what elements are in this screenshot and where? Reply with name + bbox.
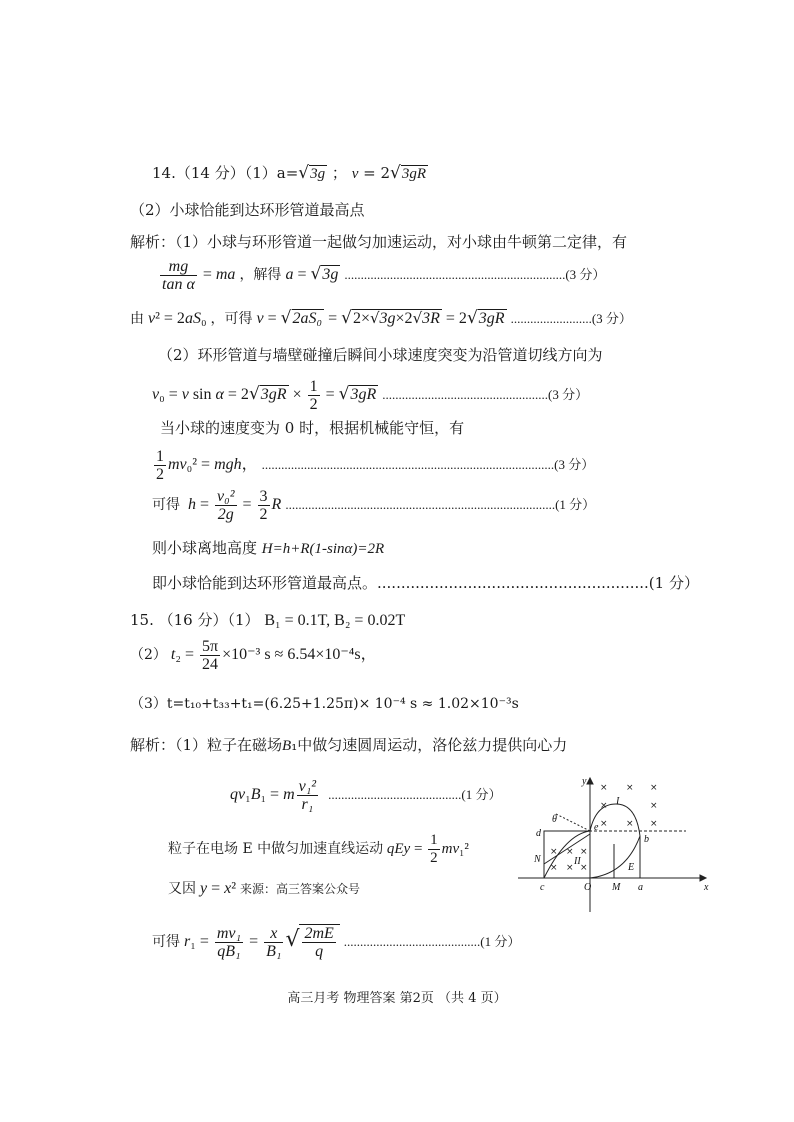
label-x: x (704, 882, 709, 893)
height-line (152, 538, 384, 559)
energy-text: 当小球的速度变为 0 时，根据机械能守恒，有 (160, 419, 465, 437)
x-axis-arrow (700, 875, 706, 881)
cross-mark: × (600, 783, 608, 793)
dots-score: .........................(3 分） (510, 311, 632, 326)
y-axis-arrow (587, 778, 593, 784)
theta-line (556, 814, 590, 831)
cross-mark: × (626, 819, 634, 829)
equation-efield: 粒子在电场 E 中做匀加速直线运动 qEy = $\frac{1}{2}$ mv₁² (168, 832, 469, 866)
label-b: b (644, 834, 649, 845)
label-M: M (612, 882, 621, 893)
label-y: y (582, 776, 587, 787)
cross-mark: × (580, 847, 588, 857)
q14-answer-1: 14.（14 分）（1）a=√3g ； v = 2√3gR (152, 163, 427, 183)
source-note: 来源：高三答案公众号 (240, 882, 361, 896)
cross-mark: × (650, 783, 658, 793)
cross-mark: × (650, 819, 658, 829)
cross-mark: × (600, 819, 608, 829)
equation-radius: 可得 r₁ = $\frac{\text{mv₁}}{\text{qB₁}}$ = $\frac{x}{\text{B₁}}$ √ $\frac{2mE}{q}$ ..........................................(1 分） (152, 925, 521, 960)
text-from: 由 (130, 311, 144, 327)
efield-text: 粒子在电场 E 中做匀加速直线运动 (168, 840, 384, 857)
cross-mark: × (580, 863, 588, 873)
part2-explanation: （2）环形管道与墙壁碰撞后瞬间小球速度突变为沿管道切线方向为 (158, 346, 603, 364)
label-O: O (584, 882, 592, 893)
q15-answer-3: （3）t=t₁₀+t₃₃+t₁=(6.25+1.25π)× 10⁻⁴ s ≈ 1.02×10⁻³s (130, 696, 519, 712)
label-E: E (628, 862, 635, 873)
q15-part2-label: （2） (130, 647, 167, 664)
cross-mark: × (566, 863, 574, 873)
page-footer: 高三月考 物理答案 第2页 （共 4 页） (287, 991, 507, 1006)
q15-b-values: B₁ = 0.1T, B₂ = 0.02T (264, 612, 406, 629)
text-get: ，可得 (210, 311, 253, 327)
dots-score: ..........................................................................................(3 分） (261, 457, 595, 473)
dots-score: .........................................(1 分） (328, 787, 502, 803)
cross-mark: × (600, 801, 608, 811)
q14-title: 14.（14 分）（1）a= (152, 164, 299, 182)
conclusion-14: 即小球恰能到达环形管道最高点。.........................................................(1 分） (152, 574, 699, 592)
label-c: c (540, 882, 545, 893)
q15-title: 15. （16 分）（1） (130, 611, 260, 629)
solution-text-a: 解析：（1）粒子在磁场 (130, 736, 283, 754)
dots-score: ...................................................................................(1 分） (285, 497, 596, 513)
label-e: e (594, 822, 599, 833)
cross-mark: × (626, 783, 634, 793)
separator: ； (331, 164, 347, 182)
q15-part2-result: s ≈ 6.54×10⁻⁴s， (264, 646, 377, 664)
solution-intro-15: 解析：（1）粒子在磁场B₁中做匀速圆周运动，洛伦兹力提供向心力 (130, 736, 568, 754)
text-solve: ，解得 (239, 267, 282, 284)
label-N: N (534, 854, 541, 865)
solution-text-b: 中做匀速圆周运动，洛伦兹力提供向心力 (297, 736, 568, 754)
height-equation: H=h+R(1-sinα)=2R (261, 541, 385, 557)
cross-mark: × (566, 847, 574, 857)
label-theta: θ (552, 814, 557, 825)
q14-part2-answer: （2）小球恰能到达环形管道最高点 (130, 201, 365, 219)
equation-height: 可得 h = $\frac{\text{v₀²}}{2g}$ = $\frac{3}{2}$ R ...................................................................................(1 分） (152, 488, 596, 523)
cross-mark: × (550, 847, 558, 857)
physics-diagram (516, 774, 712, 914)
q15-answer-2: （2） t₂ = $\frac{5\pi}{24}$ ×10⁻³ s ≈ 6.54×10⁻⁴s， (130, 638, 377, 673)
equation-parabola: 又因 y = x² 来源：高三答案公众号 (168, 880, 361, 897)
equation-newton: $\frac{mg}{\text{tan α}}$ = ma ，解得 a = √3g ....................................................................(3 分） (162, 258, 606, 293)
label-d: d (536, 828, 541, 839)
equation-velocity: 由 v² = 2aS₀ ，可得 v = √2aS₀ = √2×√3g×2√3R = 2√3gR .........................(3 分） (130, 308, 632, 328)
equation-lorentz: qv₁B₁ = m $\frac{\text{v₁²}}{\text{r₁}}$ .........................................(1 分） (230, 778, 502, 813)
cross-mark: × (550, 863, 558, 873)
text-get: 可得 (152, 497, 180, 514)
text-get: 可得 (152, 934, 180, 951)
label-II: II (574, 856, 581, 867)
height-label: 则小球离地高度 (152, 539, 258, 557)
label-I: I (616, 796, 620, 807)
solution-intro-14: 解析：（1）小球与环形管道一起做匀加速运动，对小球由牛顿第二定律，有 (130, 233, 628, 251)
equation-energy: $\frac{1}{2}$ mv₀² = mgh， ..........................................................................................(3 分） (156, 448, 595, 483)
cross-mark: × (650, 801, 658, 811)
q15-answer-1 (130, 610, 405, 631)
because-text: 又因 (168, 881, 196, 897)
dots-score: ..........................................(1 分） (343, 934, 521, 950)
label-a: a (638, 882, 643, 893)
diagram-svg (516, 774, 712, 914)
equation-v0: v₀ = v sin α = 2√3gR × $\frac{1}{2}$ = √3gR ...................................................(3 分） (152, 378, 589, 413)
dots-score: ....................................................................(3 分） (344, 267, 606, 283)
dots-score: ...................................................(3 分） (382, 387, 589, 403)
